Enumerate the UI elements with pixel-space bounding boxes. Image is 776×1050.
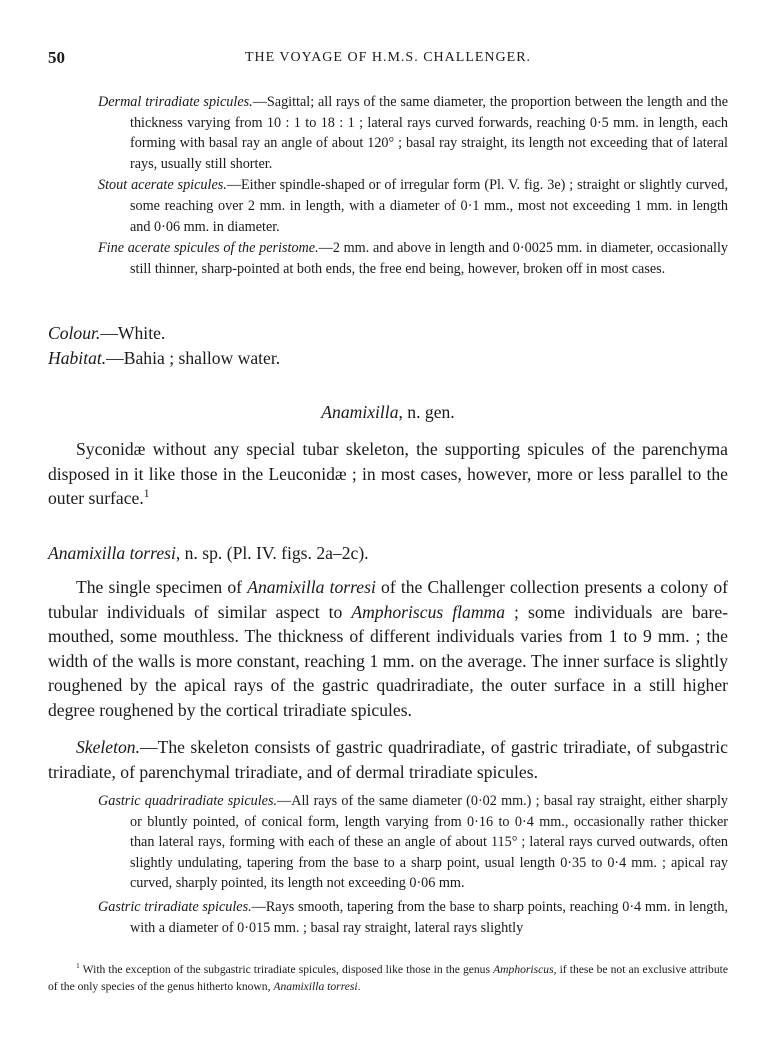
footnote: [48, 962, 728, 995]
spicule-list-bottom: [98, 791, 728, 938]
page-header: [48, 48, 728, 72]
species-name-inline: Anamixilla torresi: [247, 577, 376, 597]
footnote-number: 1: [76, 961, 80, 971]
habitat-value: —Bahia ; shallow water.: [106, 348, 281, 368]
genus-description-text: Syconidæ without any special tubar skeleton, the supporting spicules of the parenchyma disposed in it like those in the Leuconidæ ; in most cases, however, more or less parallel to the outer surface.: [48, 439, 728, 509]
list-item: [98, 175, 728, 237]
genus-heading: [48, 402, 728, 423]
footnote-text: With the exception of the subgastric triradiate spicules, disposed like those in the genus: [79, 963, 494, 976]
entry-text: —2 mm. and above in length and 0·0025 mm. in diameter, occasionally still thinner, sharp-pointed at both ends, the free end being, however, broken off in most cases.: [130, 240, 728, 277]
species-name: Anamixilla torresi: [48, 543, 176, 563]
habitat-line: [48, 346, 728, 371]
species-description: [48, 575, 728, 723]
footnote-text: , if these be not an exclusive attribute of the only species of the genus hitherto known,: [48, 963, 728, 993]
footnote-text: .: [357, 979, 361, 993]
entry-heading: Gastric quadriradiate spicules.: [98, 793, 278, 809]
list-item: [98, 791, 728, 894]
list-item: [98, 238, 728, 279]
entry-heading: Fine acerate spicules of the peristome.: [98, 240, 319, 257]
entry-text: —Sagittal; all rays of the same diameter, the proportion between the length and the thickness varying from 10 : 1 to 18 : 1 ; lateral rays curved forwards, reaching 0·5 mm. in length, each forming with basal ray an angle of about 120° ; basal ray straight, its length not exceeding that of lateral rays, usually still shorter.: [130, 94, 728, 172]
entry-text: —All rays of the same diameter (0·02 mm.) ; basal ray straight, either sharply or bluntly pointed, of conical form, length varying from 0·16 to 0·4 mm., occasionally rather thicker than lateral rays, forming with each of these an angle of about 115° ; lateral rays curved outwards, often slightly undulating, tapering from the base to a sharp point, usual length 0·35 to 0·4 mm. ; apical ray curved, sharply pointed, its length not exceeding 0·06 mm.: [130, 793, 728, 892]
description-text: of the Challenger collection presents a colony of tubular individuals of similar aspect to: [48, 577, 728, 622]
description-text: ; some individuals are bare-mouthed, some mouthless. The thickness of different individuals varies from 1 to 9 mm. ; the width of the walls is more constant, reaching 1 mm. on the average. The inner surface is slightly roughened by the apical rays of the gastric quadriradiate, the outer surface in a still higher degree roughened by the cortical triradiate spicules.: [48, 601, 728, 720]
description-text: The single specimen of: [76, 577, 248, 597]
colour-line: [48, 321, 728, 346]
footnote-marker: 1: [143, 488, 150, 501]
genus-description: [48, 437, 728, 511]
entry-text: —Either spindle-shaped or of irregular form (Pl. V. fig. 3e) ; straight or slightly curved, some reaching over 2 mm. in length, with a diameter of 0·1 mm., most not exceeding 1 mm. in length and 0·06 mm. in diameter.: [130, 177, 728, 235]
spicule-list-top: [98, 92, 728, 279]
species-heading: [48, 541, 728, 566]
habitat-label: Habitat.: [48, 348, 107, 368]
species-suffix: , n. sp. (Pl. IV. figs. 2a–2c).: [175, 543, 369, 563]
page-number: 50: [48, 48, 65, 67]
genus-name: Anamixilla: [321, 402, 399, 422]
entry-heading: Gastric triradiate spicules.: [98, 898, 252, 915]
list-item: [98, 92, 728, 174]
genus-suffix: , n. gen.: [398, 402, 455, 422]
footnote-genus: Amphoriscus: [493, 963, 554, 976]
running-title: THE VOYAGE OF H.M.S. CHALLENGER.: [244, 50, 532, 65]
list-item: [98, 897, 728, 938]
entry-heading: Dermal triradiate spicules.: [98, 94, 253, 110]
footnote-species: Anamixilla torresi: [273, 979, 358, 993]
entry-text: —Rays smooth, tapering from the base to sharp points, reaching 0·4 mm. in length, with a diameter of 0·015 mm. ; basal ray straight, lateral rays slightly: [130, 898, 728, 936]
skeleton-label: Skeleton.: [76, 737, 140, 757]
skeleton-paragraph: [48, 735, 728, 784]
entry-heading: Stout acerate spicules.: [98, 177, 227, 194]
colour-label: Colour.: [48, 323, 101, 343]
skeleton-text: —The skeleton consists of gastric quadriradiate, of gastric triradiate, of subgastric triradiate, of parenchymal triradiate, and of dermal triradiate spicules.: [48, 737, 728, 782]
compare-species-name: Amphoriscus flamma: [351, 601, 506, 622]
colour-value: —White.: [100, 323, 166, 343]
